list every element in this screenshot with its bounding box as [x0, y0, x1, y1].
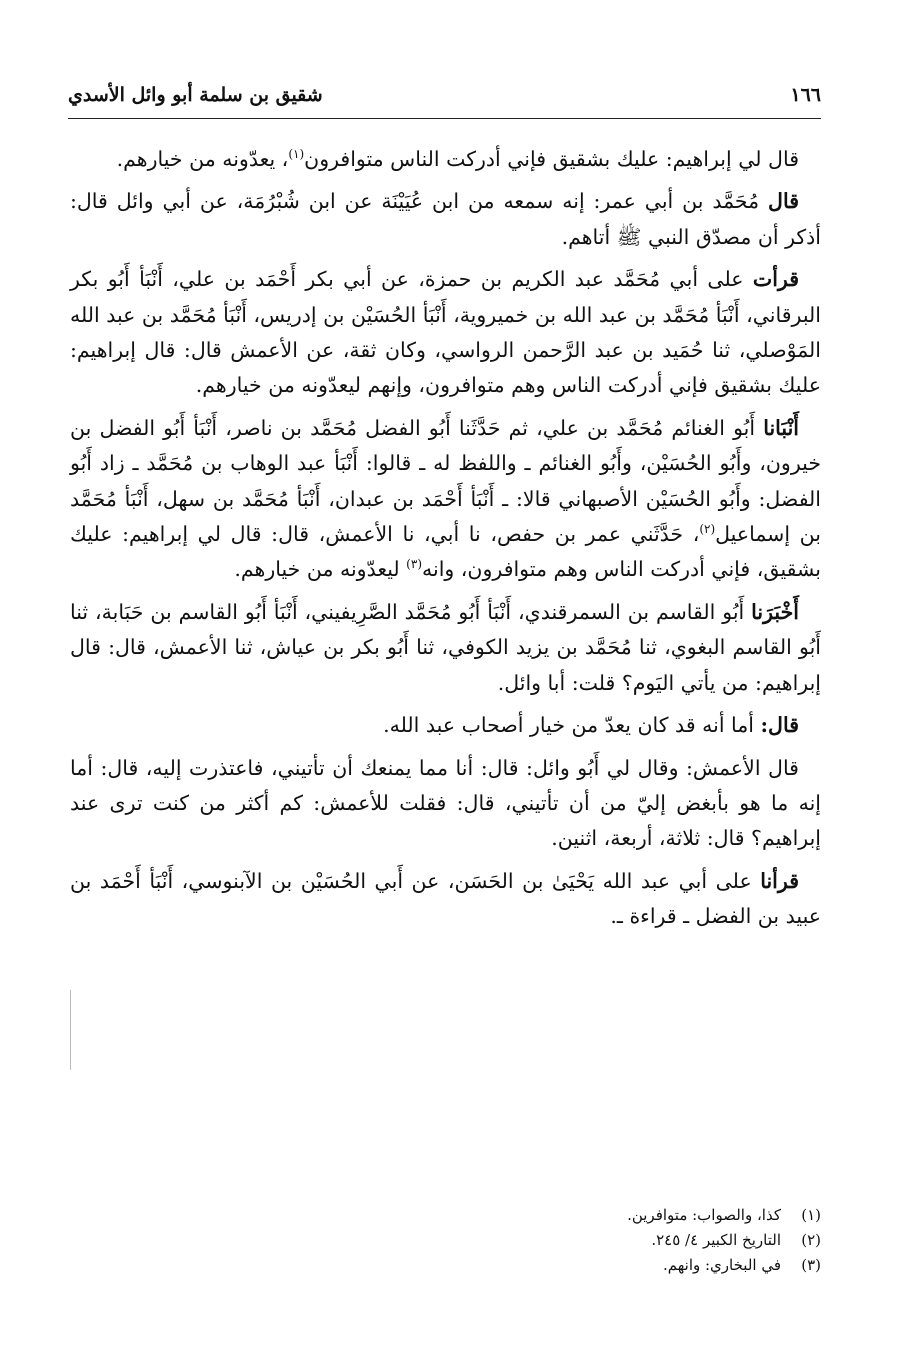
paragraph-4 — [70, 411, 821, 588]
footnote-ref[interactable]: (١) — [288, 147, 305, 162]
paragraph-text: ليعدّونه من خيارهم. — [234, 557, 407, 582]
footnote-ref[interactable]: (٢) — [699, 522, 716, 537]
footnote-number: (١) — [801, 1206, 821, 1224]
page-number: ١٦٦ — [790, 84, 821, 106]
paragraph-lead: قرأنا — [760, 868, 799, 893]
margin-mark — [70, 990, 71, 1070]
footnote-number: (٢) — [801, 1231, 821, 1249]
main-text — [70, 142, 821, 942]
paragraph-7 — [70, 751, 821, 857]
paragraph-text: مُحَمَّد بن أبي عمر: إنه سمعه من ابن عُيَيْنَة عن ابن شُبْرُمَة، عن أبي وائل قال: أذكر أن مصدّق النبي ﷺ أتاهم. — [70, 189, 821, 249]
footnotes — [300, 1203, 821, 1278]
footnote-item — [300, 1228, 821, 1253]
footnote-text: في البخاري: وانهم. — [662, 1256, 781, 1274]
running-title: شقيق بن سلمة أبو وائل الأسدي — [68, 84, 323, 106]
footnote-item — [300, 1253, 821, 1278]
paragraph-text: ، حَدَّثَني عمر بن حفص، نا أبي، نا الأعمش، قال: قال لي إبراهيم: عليك بشقيق، فإني أدركت الناس وهم متوافرون، وانه — [70, 522, 821, 582]
paragraph-text: على أبي عبد الله يَحْيَىٰ بن الحَسَن، عن أَبي الحُسَيْن بن الآبنوسي، أَنْبَأ أَحْمَد بن عبيد بن الفضل ـ قراءة ـ. — [70, 868, 821, 929]
paragraph-text: قال الأعمش: وقال لي أَبُو وائل: قال: أنا مما يمنعك أن تأتيني، فاعتذرت إليه، قال: أما إنه ما هو بأبغض إليّ من أن تأتيني، قال: فقلت للأعمش: كم أكثر من كنت ترى عند إبراهيم؟ قال: ثلاثة، أربعة، اثنين. — [70, 755, 821, 851]
paragraph-lead: أَخْبَرَنا — [751, 599, 799, 624]
footnote-item — [300, 1203, 821, 1228]
paragraph-text: ، يعدّونه من خيارهم. — [116, 147, 289, 171]
paragraph-text: أما أنه قد كان يعدّ من خيار أصحاب عبد الله. — [383, 713, 761, 738]
page-header — [68, 78, 821, 112]
paragraph-text: قال لي إبراهيم: عليك بشقيق فإني أدركت الناس متوافرون — [304, 147, 799, 171]
paragraph-text: أَبُو الغنائم مُحَمَّد بن علي، ثم حَدَّثَنا أَبُو الفضل مُحَمَّد بن ناصر، أَنْبَأ أَبُو الفضل بن خيرون، وأَبُو الحُسَيْن، وأَبُو الغنائم ـ واللفظ له ـ قالوا: أَنْبَأ عبد الوهاب بن مُحَمَّد ـ زاد أَبُو الفضل: وأَبُو الحُسَيْن الأصبهاني قالا: ـ أَنْبَأ أَحْمَد بن عبدان، أَنْبَأ مُحَمَّد بن سهل، أَنْبَأ مُحَمَّد بن إسماعيل — [70, 415, 822, 547]
paragraph-8 — [70, 864, 821, 935]
paragraph-text: أَبُو القاسم بن السمرقندي، أَنْبَأ أَبُو مُحَمَّد الصَّرِيفيني، أَنْبَأ أَبُو القاسم بن حَبَابة، ثنا أَبُو القاسم البغوي، ثنا مُحَمَّد بن يزيد الكوفي، ثنا أَبُو بكر بن عياش، ثنا الأعمش، قال: قال إبراهيم: من يأتي اليَوم؟ قلت: أبا وائل. — [70, 599, 821, 695]
footnote-text: التاريخ الكبير ٤/ ٢٤٥. — [651, 1231, 781, 1249]
paragraph-2 — [70, 184, 821, 255]
paragraph-lead: قرأت — [752, 267, 799, 292]
paragraph-lead: أَنْبَانا — [763, 415, 799, 440]
footnote-number: (٣) — [801, 1256, 821, 1274]
paragraph-3 — [70, 262, 821, 404]
footnote-text: كذا، والصواب: متوافرين. — [627, 1206, 781, 1224]
header-rule — [68, 118, 821, 119]
paragraph-lead: قال — [768, 189, 799, 214]
paragraph-lead: قال: — [760, 713, 799, 738]
paragraph-1 — [70, 142, 821, 177]
paragraph-text: على أبي مُحَمَّد عبد الكريم بن حمزة، عن أبي بكر أَحْمَد بن علي، أَنْبَأ أَبُو بكر البرقاني، أَنْبَأ مُحَمَّد بن عبد الله بن خميروية، أَنْبَأ الحُسَيْن بن إدريس، أَنْبَأ مُحَمَّد بن عبد الله المَوْصلي، ثنا حُمَيد بن عبد الرَّحمن الرواسي، وكان ثقة، عن الأعمش قال: قال إبراهيم: عليك بشقيق فإني أدركت الناس وهم متوافرون، وإنهم ليعدّونه من خيارهم. — [69, 267, 821, 398]
paragraph-6 — [70, 708, 821, 743]
footnote-ref[interactable]: (٣) — [406, 557, 422, 572]
paragraph-5 — [70, 595, 821, 701]
